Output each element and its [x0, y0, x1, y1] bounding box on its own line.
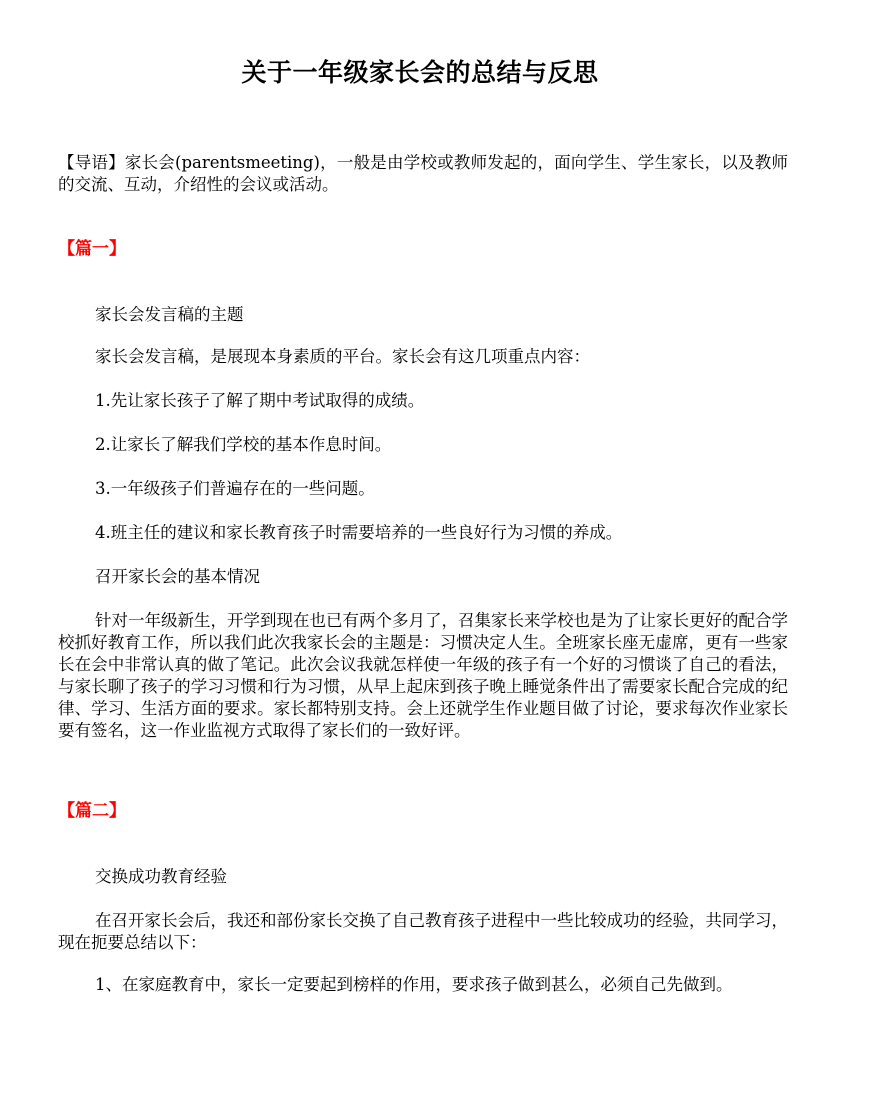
section-2-paragraph-summary: 在召开家长会后，我还和部份家长交换了自己教育孩子进程中一些比较成功的经验，共同学习，现在扼要总结以下： [58, 911, 788, 952]
section-heading-2: 【篇二】 [58, 801, 126, 821]
section-2-list-item-1: 1、在家庭教育中，家长一定要起到榜样的作用，要求孩子做到甚么，必须自己先做到。 [95, 975, 733, 994]
section-1-list-item-1: 1.先让家长孩子了解了期中考试取得的成绩。 [95, 391, 425, 410]
intro-paragraph: 【导语】家长会(parentsmeeting)，一般是由学校或教师发起的，面向学生、学生家长，以及教师的交流、互动，介绍性的会议或活动。 [58, 153, 788, 194]
section-1-subheading-situation: 召开家长会的基本情况 [95, 567, 260, 586]
section-1-list-item-4: 4.班主任的建议和家长教育孩子时需要培养的一些良好行为习惯的养成。 [95, 523, 623, 542]
section-1-subheading-topic: 家长会发言稿的主题 [95, 305, 244, 324]
document-title: 关于一年级家长会的总结与反思 [241, 58, 599, 87]
section-1-paragraph-intro: 家长会发言稿，是展现本身素质的平台。家长会有这几项重点内容： [95, 347, 590, 366]
section-2-subheading-experience: 交换成功教育经验 [95, 867, 227, 886]
section-1-list-item-3: 3.一年级孩子们普遍存在的一些问题。 [95, 479, 375, 498]
section-1-paragraph-situation: 针对一年级新生，开学到现在也已有两个多月了，召集家长来学校也是为了让家长更好的配合学校抓好教育工作，所以我们此次我家长会的主题是：习惯决定人生。全班家长座无虚席，更有一些家长在会中非常认真的做了笔记。此次会议我就怎样使一年级的孩子有一个好的习惯谈了自己的看法，与家长聊了孩子的学习习惯和行为习惯，从早上起床到孩子晚上睡觉条件出了需要家长配合完成的纪律、学习、生活方面的要求。家长都特别支持。会上还就学生作业题目做了讨论，要求每次作业家长要有签名，这一作业监视方式取得了家长们的一致好评。 [58, 611, 788, 740]
section-1-list-item-2: 2.让家长了解我们学校的基本作息时间。 [95, 435, 392, 454]
section-heading-1: 【篇一】 [58, 239, 126, 259]
